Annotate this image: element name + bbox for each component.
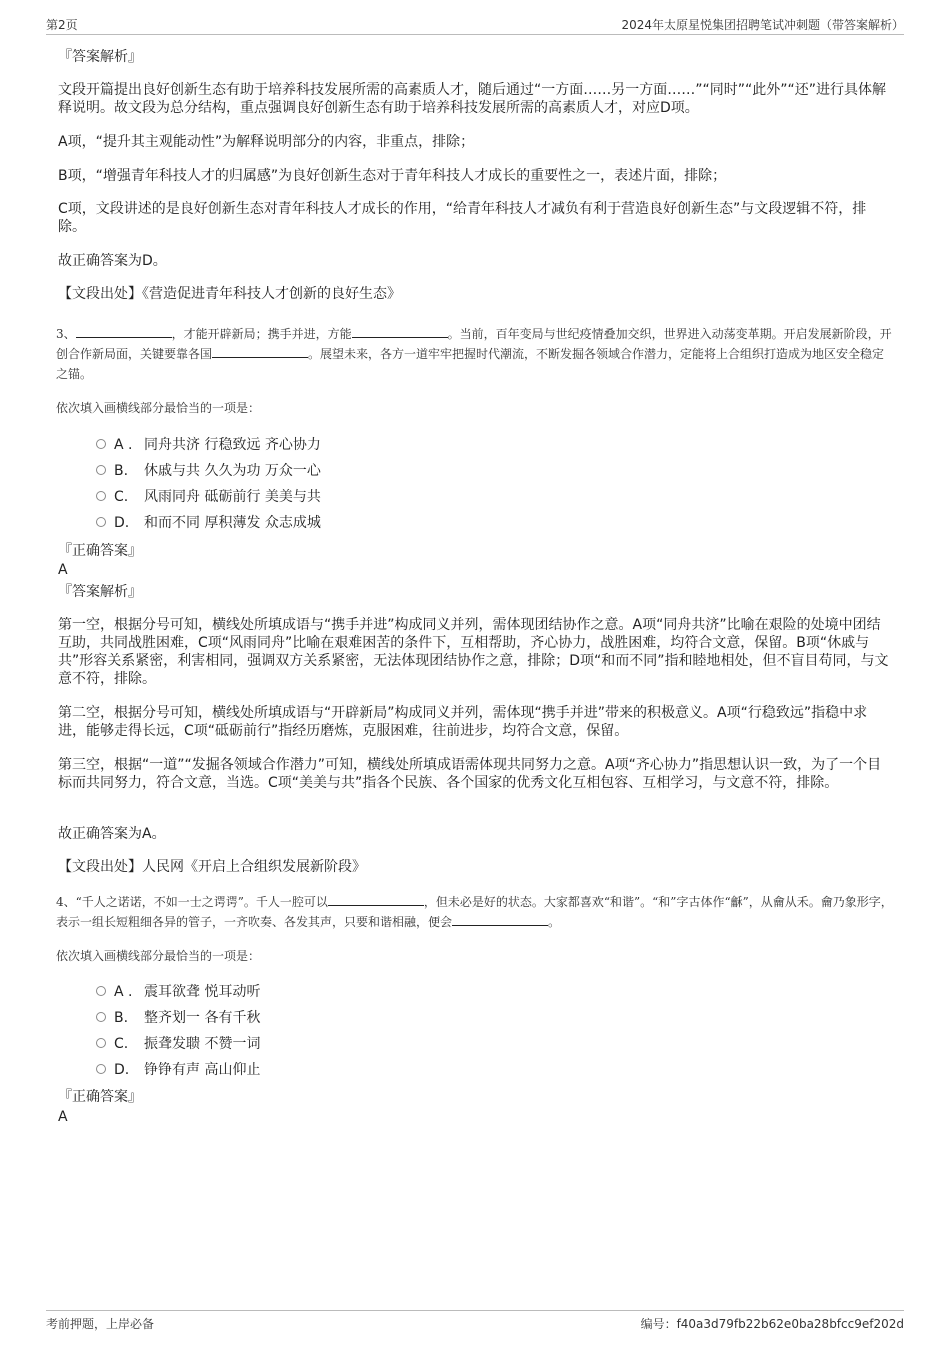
blank-line xyxy=(76,325,172,338)
q3-conclusion: 故正确答案为A。 xyxy=(58,826,166,842)
radio-icon[interactable] xyxy=(96,465,106,475)
q4-correct-answer: A xyxy=(58,1109,68,1125)
q3-correct-answer: A xyxy=(58,562,68,578)
q4-option-c[interactable]: C. 振聋发聩 不赞一词 xyxy=(96,1035,260,1053)
blank-line xyxy=(328,893,424,906)
radio-icon[interactable] xyxy=(96,491,106,501)
document-title: 2024年太原星悦集团招聘笔试冲刺题（带答案解析） xyxy=(621,18,904,32)
q3-correct-label: 『正确答案』 xyxy=(58,543,142,559)
q3-analysis-label: 『答案解析』 xyxy=(58,584,142,600)
q4-instruction: 依次填入画横线部分最恰当的一项是： xyxy=(56,949,261,963)
q3-source: 【文段出处】人民网《开启上合组织发展新阶段》 xyxy=(58,859,366,875)
q2-analysis-paragraph: C项，文段讲述的是良好创新生态对青年科技人才成长的作用，“给青年科技人才减负有利于营造良好创新生态”与文段逻辑不符，排除。 xyxy=(58,201,867,235)
q4-option-b[interactable]: B. 整齐划一 各有千秋 xyxy=(96,1009,260,1027)
document-id: 编号：f40a3d79fb22b62e0ba28bfcc9ef202d xyxy=(640,1317,904,1331)
footer-slogan: 考前押题，上岸必备 xyxy=(46,1317,155,1331)
q3-stem: 3、 ，才能开辟新局；携手并进，方能 。当前，百年变局与世纪疫情叠加交织，世界进入动荡变革期。开启发展新阶段，开创合作新局面，关键要靠各国 。展望未来，各方一道牢牢把握时代潮流，不断发掘各领域合作潜力，定能将上合组织打造成为地区安全稳定之锚。 xyxy=(56,327,892,381)
blank-line xyxy=(452,913,548,926)
q2-analysis-paragraph: A项，“提升其主观能动性”为解释说明部分的内容，非重点，排除； xyxy=(58,134,475,150)
q4-stem: 4、“千人之诺诺，不如一士之谔谔”。千人一腔可以 ，但未必是好的状态。大家都喜欢“和谐”。“和”字古体作“龢”，从龠从禾。龠乃象形字，表示一组长短粗细各异的管子，一齐吹奏、各发其声，只要和谐相融，便会 。 xyxy=(56,895,893,929)
radio-icon[interactable] xyxy=(96,986,106,996)
radio-icon[interactable] xyxy=(96,1064,106,1074)
q2-analysis-label: 『答案解析』 xyxy=(58,49,142,65)
q2-analysis-paragraph: 文段开篇提出良好创新生态有助于培养科技发展所需的高素质人才，随后通过“一方面……另一方面……”“同时”“此外”“还”进行具体解释说明。故文段为总分结构，重点强调良好创新生态有助于培养科技发展所需的高素质人才，对应D项。 xyxy=(58,82,887,116)
q4-correct-label: 『正确答案』 xyxy=(58,1089,142,1105)
blank-line xyxy=(352,325,448,338)
q2-source: 【文段出处】《营造促进青年科技人才创新的良好生态》 xyxy=(58,286,401,302)
q3-option-c[interactable]: C. 风雨同舟 砥砺前行 美美与共 xyxy=(96,488,321,506)
page-header xyxy=(46,14,904,35)
q3-option-b[interactable]: B. 休戚与共 久久为功 万众一心 xyxy=(96,462,321,480)
q2-conclusion: 故正确答案为D。 xyxy=(58,253,167,269)
radio-icon[interactable] xyxy=(96,439,106,449)
radio-icon[interactable] xyxy=(96,1038,106,1048)
q4-option-a[interactable]: A . 震耳欲聋 悦耳动听 xyxy=(96,983,260,1001)
q2-analysis-paragraph: B项，“增强青年科技人才的归属感”为良好创新生态对于青年科技人才成长的重要性之一，表述片面，排除； xyxy=(58,168,727,184)
q3-option-d[interactable]: D. 和而不同 厚积薄发 众志成城 xyxy=(96,514,321,532)
page-number: 第2页 xyxy=(46,18,78,32)
radio-icon[interactable] xyxy=(96,1012,106,1022)
q3-analysis-paragraph: 第三空，根据“一道”“发掘各领域合作潜力”可知，横线处所填成语需体现共同努力之意。A项“齐心协力”指思想认识一致，为了一个目标而共同努力，符合文意，当选。C项“美美与共”指各个民族、各个国家的优秀文化互相包容、互相学习，与文意不符，排除。 xyxy=(58,757,882,791)
q4-option-d[interactable]: D. 铮铮有声 高山仰止 xyxy=(96,1061,260,1079)
q3-analysis-paragraph: 第二空，根据分号可知，横线处所填成语与“开辟新局”构成同义并列，需体现“携手并进”带来的积极意义。A项“行稳致远”指稳中求进，能够走得长远，C项“砥砺前行”指经历磨炼，克服困难，往前进步，均符合文意，保留。 xyxy=(58,705,868,739)
radio-icon[interactable] xyxy=(96,517,106,527)
q3-option-a[interactable]: A . 同舟共济 行稳致远 齐心协力 xyxy=(96,436,321,454)
q3-analysis-paragraph: 第一空，根据分号可知，横线处所填成语与“携手并进”构成同义并列，需体现团结协作之意。A项“同舟共济”比喻在艰险的处境中团结互助，共同战胜困难，C项“风雨同舟”比喻在艰难困苦的条件下，互相帮助，齐心协力，战胜困难，均符合文意，保留。B项“休戚与共”形容关系紧密，利害相同，强调双方关系紧密，无法体现团结协作之意，排除；D项“和而不同”指和睦地相处，但不盲目苟同，与文意不符，排除。 xyxy=(58,617,889,687)
q3-instruction: 依次填入画横线部分最恰当的一项是： xyxy=(56,401,261,415)
blank-line xyxy=(212,345,308,358)
page-footer xyxy=(46,1310,904,1331)
